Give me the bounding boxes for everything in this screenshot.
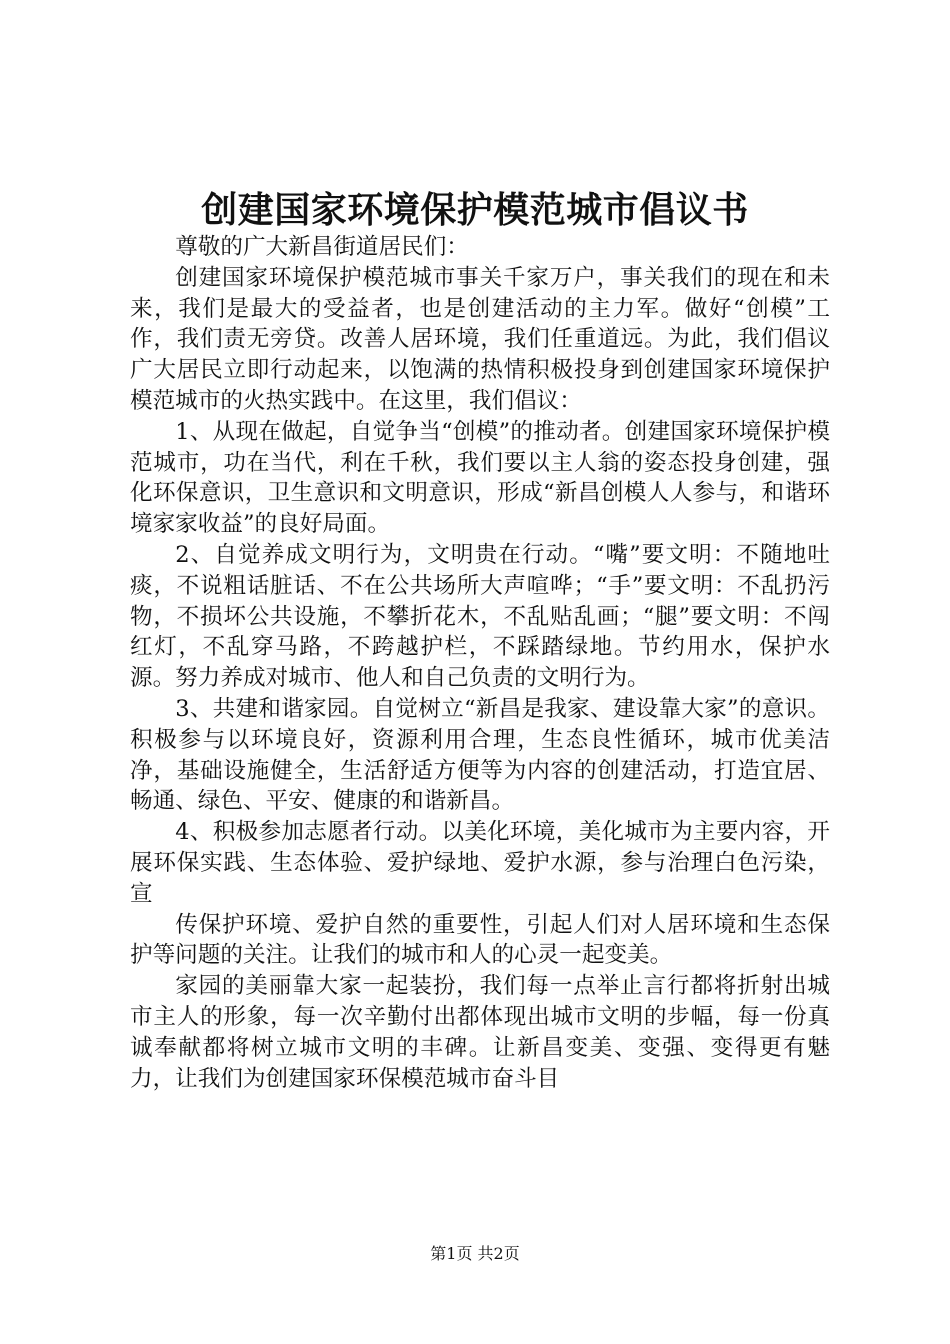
paragraph-item-1: 1、从现在做起，自觉争当“创模”的推动者。创建国家环境保护模范城市，功在当代，利在千秋，我们要以主人翁的姿态投身创建，强化环保意识，卫生意识和文明意识，形成“新昌创模人人参与，和谐环境家家收益”的良好局面。: [130, 418, 830, 538]
paragraph-item-2: 2、自觉养成文明行为，文明贵在行动。“嘴”要文明：不随地吐痰，不说粗话脏话、不在公共场所大声喧哗；“手”要文明：不乱扔污物，不损坏公共设施，不攀折花木，不乱贴乱画；“腿”要文明：不闯红灯，不乱穿马路，不跨越护栏，不踩踏绿地。节约用水，保护水源。努力养成对城市、他人和自己负责的文明行为。: [130, 541, 830, 692]
salutation: 尊敬的广大新昌街道居民们：: [175, 234, 469, 260]
paragraph-intro: 创建国家环境保护模范城市事关千家万户，事关我们的现在和未来，我们是最大的受益者，也是创建活动的主力军。做好“创模”工作，我们责无旁贷。改善人居环境，我们任重道远。为此，我们倡议广大居民立即行动起来，以饱满的热情积极投身到创建国家环境保护模范城市的火热实践中。在这里，我们倡议：: [130, 264, 830, 414]
paragraph-item-4: 4、积极参加志愿者行动。以美化环境，美化城市为主要内容，开展环保实践、生态体验、爱护绿地、爱护水源，参与治理白色污染，宣: [130, 819, 830, 907]
paragraph-closing: 家园的美丽靠大家一起装扮，我们每一点举止言行都将折射出城市主人的形象，每一次辛勤付出都体现出城市文明的步幅，每一份真诚奉献都将树立城市文明的丰碑。让新昌变美、变强、变得更有魅力，让我们为创建国家环保模范城市奋斗目: [130, 973, 830, 1092]
paragraph-continuation: 传保护环境、爱护自然的重要性，引起人们对人居环境和生态保护等问题的关注。让我们的城市和人的心灵一起变美。: [130, 911, 830, 969]
document-body: [130, 232, 830, 1094]
paragraph-item-3: 3、共建和谐家园。自觉树立“新昌是我家、建设靠大家”的意识。积极参与以环境良好，资源利用合理，生态良性循环，城市优美洁净，基础设施健全，生活舒适方便等为内容的创建活动，打造宜居、畅通、绿色、平安、健康的和谐新昌。: [130, 695, 830, 815]
document-title: 创建国家环境保护模范城市倡议书: [201, 189, 749, 231]
page-number-footer: 第1页 共2页: [430, 1244, 520, 1263]
